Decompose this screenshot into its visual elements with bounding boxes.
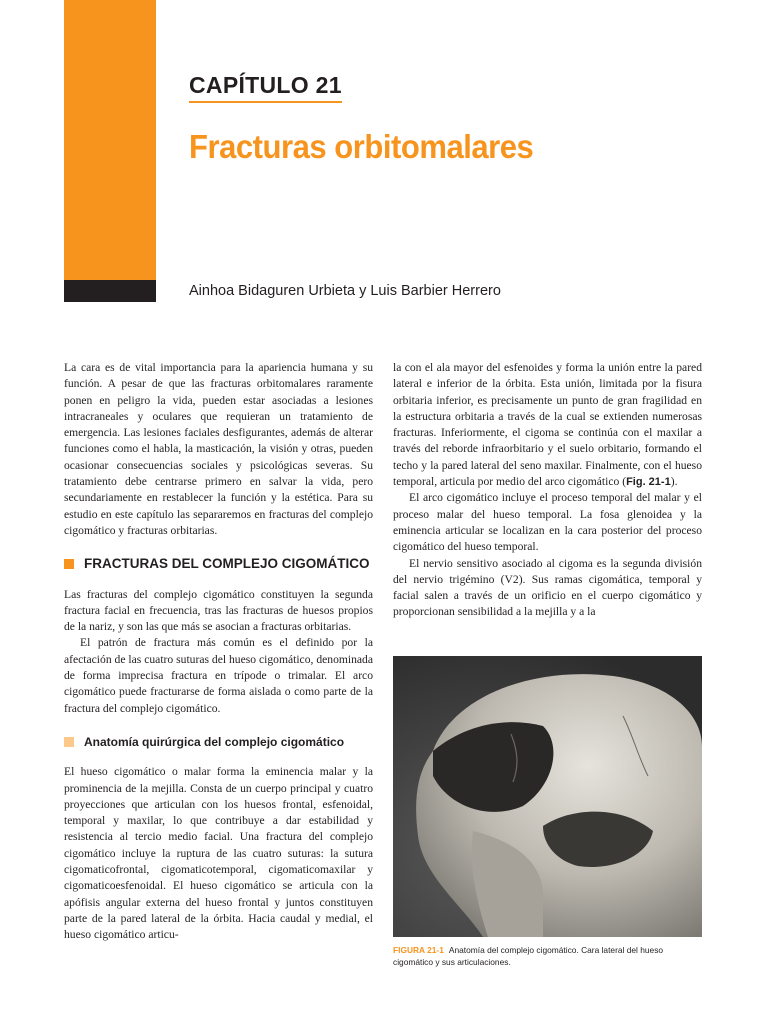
subsection-heading — [64, 734, 373, 750]
skull-illustration — [393, 656, 702, 937]
section-paragraph-1: Las fracturas del complejo cigomático constituyen la segunda fractura facial en frecuencia, tras las fracturas de huesos propios de la nariz, y son las que más se asocian a fracturas orbitarias. — [64, 587, 373, 634]
chapter-color-bar — [64, 0, 156, 280]
right-paragraph-2: El arco cigomático incluye el proceso temporal del malar y el proceso malar del hueso temporal. La fosa glenoidea y la eminencia articular se localizan en la cara posterior del proceso cigomático del hueso temporal. — [393, 491, 702, 554]
figure-caption-text: Anatomía del complejo cigomático. Cara lateral del hueso cigomático y sus articulaciones. — [393, 945, 664, 967]
intro-paragraph: La cara es de vital importancia para la apariencia humana y su función. A pesar de que las fracturas orbitomalares raramente ponen en peligro la vida, pueden estar asociadas a lesiones intracraneales y oculares que requieran un tratamiento de emergencia. Las lesiones faciales desfigurantes, además de alterar funciones como el habla, la masticación, la visión y otras, pueden ocasionar consecuencias sociales y psicológicas severas. Su tratamiento debe centrarse primero en salvar la vida, pero secundariamente en restablecer la función y la estética. Para su estudio en este capítulo las separaremos en fracturas del complejo cigomático y fracturas orbitarias. — [64, 361, 373, 537]
chapter-authors: Ainhoa Bidaguren Urbieta y Luis Barbier Herrero — [189, 283, 501, 299]
section-paragraph-2: El patrón de fractura más común es el definido por la afectación de las cuatro suturas del hueso cigomático, denominada de forma imprecisa fractura en trípode o trimalar. El arco cigomático puede fracturarse de forma aislada o como parte de la fractura del complejo cigomático. — [64, 636, 373, 715]
section-bullet-icon — [64, 559, 74, 569]
right-paragraph-1 — [393, 360, 702, 490]
chapter-title: Fracturas orbitomalares — [189, 128, 534, 165]
subsection-bullet-icon — [64, 737, 74, 747]
right-paragraph-1-end: ). — [670, 475, 678, 489]
figure-caption-label: FIGURA 21-1 — [393, 945, 444, 955]
left-column — [64, 360, 373, 944]
right-paragraph-1-text: la con el ala mayor del esfenoides y forma la unión entre la pared lateral e inferior de la órbita. Esta unión, limitada por la fisura orbitaria inferior, es precisamente un punto de gran fragilidad en la estructura orbitaria a través de la cual se extienden numerosas fracturas. Inferiormente, el cigoma se continúa con el maxilar a través del reborde infraorbitario y el suelo orbitario, formando el techo y la pared lateral del seno maxilar. Finalmente, con el hueso temporal, articula por medio del arco cigomático ( — [393, 361, 702, 489]
subsection-paragraph-1: El hueso cigomático o malar forma la eminencia malar y la prominencia de la mejilla. Consta de un cuerpo principal y cuatro proyecciones que articulan con los huesos frontal, esfenoidal, temporal y maxilar, lo que contribuye a dar estabilidad y resistencia al tercio medio facial. Una fractura del complejo cigomático incluye la ruptura de las cuatro suturas: la sutura cigomaticofrontal, cigomaticotemporal, cigomaticomaxilar y cigomaticoesfenoidal. El hueso cigomático se articula con la apófisis angular externa del hueso frontal y juntos constituyen parte de la pared lateral de la órbita. Hacia caudal y medial, el hueso cigomático articu- — [64, 765, 373, 942]
right-paragraph-3: El nervio sensitivo asociado al cigoma es la segunda división del nervio trigémino (V2). Sus ramas cigomática, temporal y facial salen a través de un orificio en el cuerpo cigomático y proporcionan sensibilidad a la mejilla y a la — [393, 556, 702, 619]
section-heading-text: FRACTURAS DEL COMPLEJO CIGOMÁTICO — [84, 556, 370, 572]
subsection-heading-text: Anatomía quirúrgica del complejo cigomático — [84, 734, 345, 749]
section-heading — [64, 556, 373, 572]
chapter-dark-bar — [64, 280, 156, 302]
right-column — [393, 360, 702, 621]
figure-caption — [393, 944, 702, 968]
figure-reference-link[interactable]: Fig. 21-1 — [626, 476, 671, 489]
skull-figure-image — [393, 656, 702, 937]
chapter-number: CAPÍTULO 21 — [189, 72, 342, 103]
